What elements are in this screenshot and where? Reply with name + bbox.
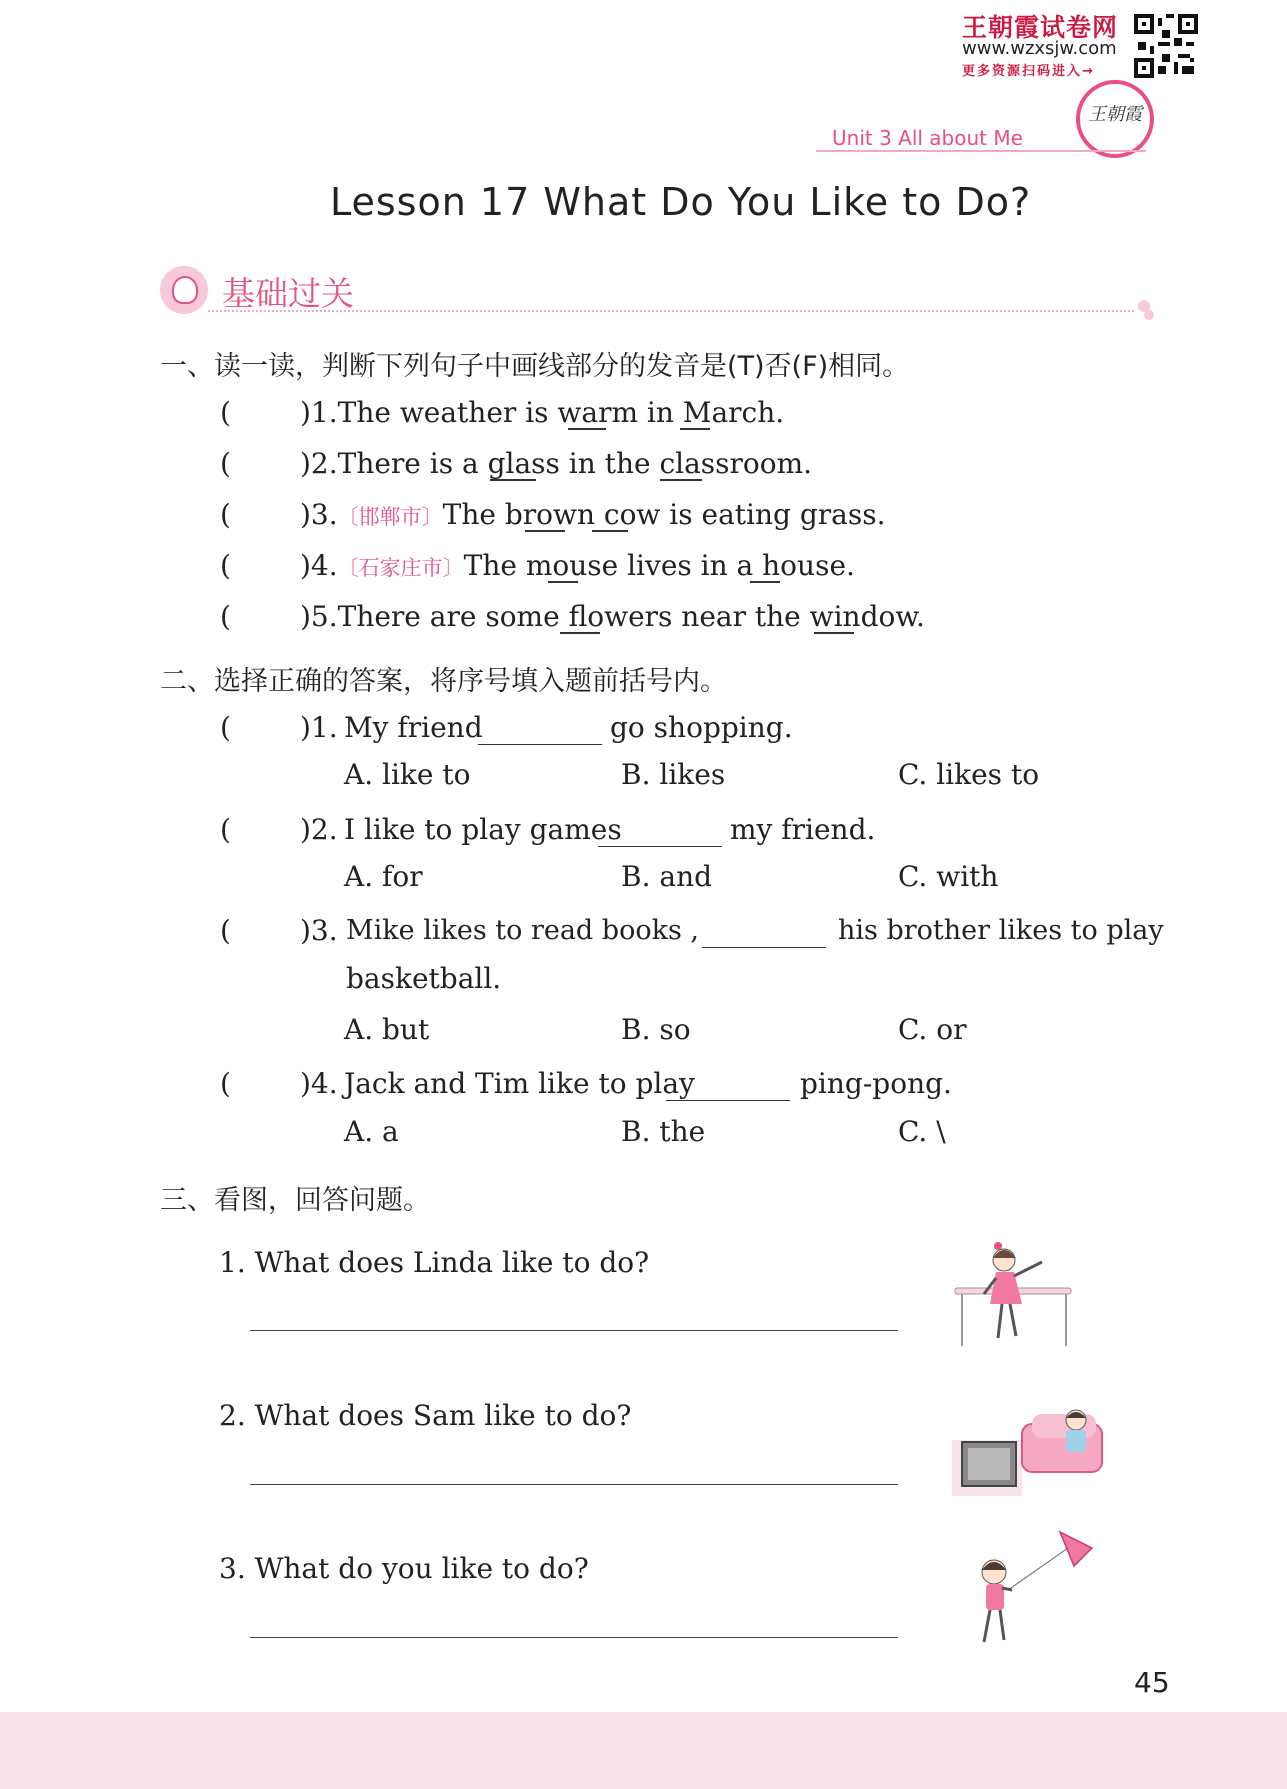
answer-paren[interactable]: ( <box>220 498 231 531</box>
section-title: 基础过关 <box>222 274 354 313</box>
brand-more-text: 更多资源扫码进入→ <box>962 64 1095 79</box>
girl-face-icon <box>172 276 198 304</box>
item-num: )2. <box>300 813 338 846</box>
answer-paren[interactable]: ( <box>220 711 231 744</box>
option-a: A. but <box>344 1013 430 1046</box>
underline-mark <box>560 632 600 634</box>
answer-blank[interactable] <box>702 947 826 948</box>
qr-code-icon <box>1134 14 1198 78</box>
item-text: )1.The weather is warm in March. <box>300 396 785 429</box>
option-b: B. and <box>621 860 713 893</box>
answer-paren[interactable]: ( <box>220 600 231 633</box>
answer-paren[interactable]: ( <box>220 914 231 947</box>
part2-item-2 <box>0 810 1287 850</box>
underline-mark <box>490 479 536 481</box>
lesson-title: Lesson 17 What Do You Like to Do? <box>330 180 1032 224</box>
region-tag: 〔邯郸市〕 <box>337 505 443 529</box>
item-after: go shopping. <box>610 711 793 744</box>
region-tag: 〔石家庄市〕 <box>337 556 464 580</box>
item-after: my friend. <box>730 813 876 846</box>
answer-line-3[interactable] <box>250 1637 898 1638</box>
boy-flying-kite-illustration <box>968 1528 1100 1656</box>
part3-heading: 三、看图，回答问题。 <box>160 1185 430 1216</box>
item-continuation: basketball. <box>346 962 502 995</box>
option-c: C. with <box>898 860 999 893</box>
item-num: )4. <box>300 1067 338 1100</box>
part2-heading: 二、选择正确的答案，将序号填入题前括号内。 <box>160 666 727 697</box>
option-c: C. likes to <box>898 758 1040 791</box>
part1-item-2 <box>0 444 1287 484</box>
item-after: ping-pong. <box>800 1067 952 1100</box>
answer-blank[interactable] <box>598 846 722 847</box>
part1-heading: 一、读一读，判断下列句子中画线部分的发音是(T)否(F)相同。 <box>160 351 910 382</box>
item-after: his brother likes to play <box>838 915 1164 946</box>
unit-divider <box>816 150 1146 152</box>
question-3: 3. What do you like to do? <box>219 1552 589 1585</box>
underline-mark <box>814 632 854 634</box>
underline-mark <box>548 581 578 583</box>
answer-paren[interactable]: ( <box>220 549 231 582</box>
answer-paren[interactable]: ( <box>220 447 231 480</box>
item-before: Mike likes to read books , <box>346 915 699 946</box>
section-divider <box>208 310 1134 312</box>
underline-mark <box>660 479 702 481</box>
part1-item-1 <box>0 393 1287 433</box>
option-a: A. a <box>344 1115 399 1148</box>
part1-item-3 <box>0 495 1287 535</box>
decor-dot <box>1144 310 1154 320</box>
option-b: B. so <box>621 1013 691 1046</box>
item-num: )3. <box>300 914 338 947</box>
answer-line-1[interactable] <box>250 1330 898 1331</box>
item-num: )1. <box>300 711 338 744</box>
option-a: A. like to <box>344 758 471 791</box>
item-before: My friend <box>344 711 483 744</box>
underline-mark <box>592 530 628 532</box>
option-a: A. for <box>344 860 423 893</box>
part2-item-3 <box>0 911 1287 951</box>
part2-item-1 <box>0 708 1287 748</box>
part2-item-4 <box>0 1064 1287 1104</box>
question-2: 2. What does Sam like to do? <box>219 1399 632 1432</box>
underline-mark <box>750 581 780 583</box>
item-before: Jack and Tim like to play <box>344 1067 695 1100</box>
answer-paren[interactable]: ( <box>220 1067 231 1100</box>
item-text: )4.〔石家庄市〕The mouse lives in a house. <box>300 549 855 582</box>
underline-mark <box>680 428 710 430</box>
option-b: B. likes <box>621 758 726 791</box>
footer-band <box>0 1712 1287 1789</box>
answer-blank[interactable] <box>666 1100 790 1101</box>
part1-item-4 <box>0 546 1287 586</box>
girl-dancing-illustration <box>950 1238 1076 1356</box>
item-text: )5.There are some flowers near the window. <box>300 600 925 633</box>
underline-mark <box>525 530 565 532</box>
unit-label: Unit 3 All about Me <box>832 126 1023 150</box>
page-number: 45 <box>1134 1666 1170 1699</box>
item-text: )3.〔邯郸市〕The brown cow is eating grass. <box>300 498 886 531</box>
option-c: C. or <box>898 1013 967 1046</box>
underline-mark <box>568 428 606 430</box>
option-b: B. the <box>621 1115 706 1148</box>
brand-url: www.wzxsjw.com <box>962 38 1117 59</box>
answer-line-2[interactable] <box>250 1484 898 1485</box>
answer-paren[interactable]: ( <box>220 396 231 429</box>
option-c: C. \ <box>898 1115 946 1148</box>
boy-watching-tv-illustration <box>952 1400 1106 1500</box>
answer-paren[interactable]: ( <box>220 813 231 846</box>
item-text: )2.There is a glass in the classroom. <box>300 447 813 480</box>
item-before: I like to play games <box>344 813 622 846</box>
brand-title: 王朝霞试卷网 <box>962 13 1119 42</box>
seal-name: 王朝霞 <box>1088 104 1142 125</box>
part1-item-5 <box>0 597 1287 637</box>
answer-blank[interactable] <box>478 744 602 745</box>
question-1: 1. What does Linda like to do? <box>219 1246 650 1279</box>
